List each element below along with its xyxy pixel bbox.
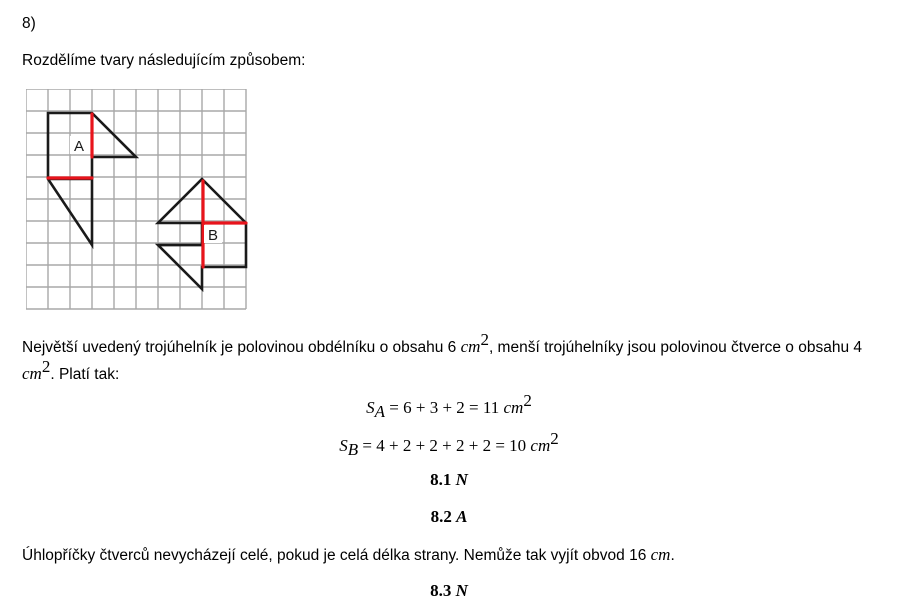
equation-sb: [0, 429, 898, 459]
eq-sub: A: [374, 402, 386, 421]
eq-exp: 2: [550, 429, 559, 448]
answer-8-1: [0, 470, 898, 490]
eq-unit: cm: [503, 398, 524, 417]
answer-letter: N: [455, 470, 468, 489]
eq-unit: cm: [530, 436, 551, 455]
exponent: 2: [480, 330, 489, 349]
eq-var: S: [339, 436, 348, 455]
label-b: B: [207, 227, 219, 244]
answer-number: 8.3: [430, 581, 456, 600]
eq-expr: = 6 + 3 + 2 = 11: [385, 398, 504, 417]
unit-cm: cm: [460, 337, 481, 356]
answer-number: 8.1: [430, 470, 456, 489]
unit-cm: cm: [650, 545, 671, 564]
answer-letter: A: [456, 507, 468, 526]
paragraph-2-text: Úhlopříčky čtverců nevycházejí celé, pokud je celá délka strany. Nemůže tak vyjít obvod 16: [22, 547, 651, 564]
paragraph-1-part2: , menší trojúhelníky jsou polovinou čtverce o obsahu 4: [488, 339, 863, 356]
problem-number: 8): [22, 15, 36, 32]
grid-figure: [26, 89, 250, 313]
paragraph-1: [22, 330, 882, 388]
exponent: 2: [41, 357, 51, 376]
eq-sub: B: [347, 440, 359, 459]
eq-var: S: [366, 398, 375, 417]
paragraph-1-part1: Největší uvedený trojúhelník je polovinou obdélníku o obsahu 6: [22, 339, 461, 356]
paragraph-2-end: .: [670, 547, 675, 564]
eq-exp: 2: [523, 391, 532, 410]
unit-cm: cm: [22, 364, 42, 383]
answer-8-3: [0, 581, 898, 601]
equation-sa: [0, 391, 898, 421]
label-a: A: [73, 138, 85, 155]
eq-expr: = 4 + 2 + 2 + 2 + 2 = 10: [358, 436, 531, 455]
intro-text: Rozdělíme tvary následujícím způsobem:: [22, 52, 306, 69]
answer-8-2: [0, 507, 898, 527]
answer-number: 8.2: [430, 507, 457, 526]
grid-lines: [26, 89, 246, 309]
paragraph-1-part3: . Platí tak:: [50, 366, 120, 383]
answer-letter: N: [455, 581, 468, 600]
paragraph-2: [22, 542, 882, 569]
